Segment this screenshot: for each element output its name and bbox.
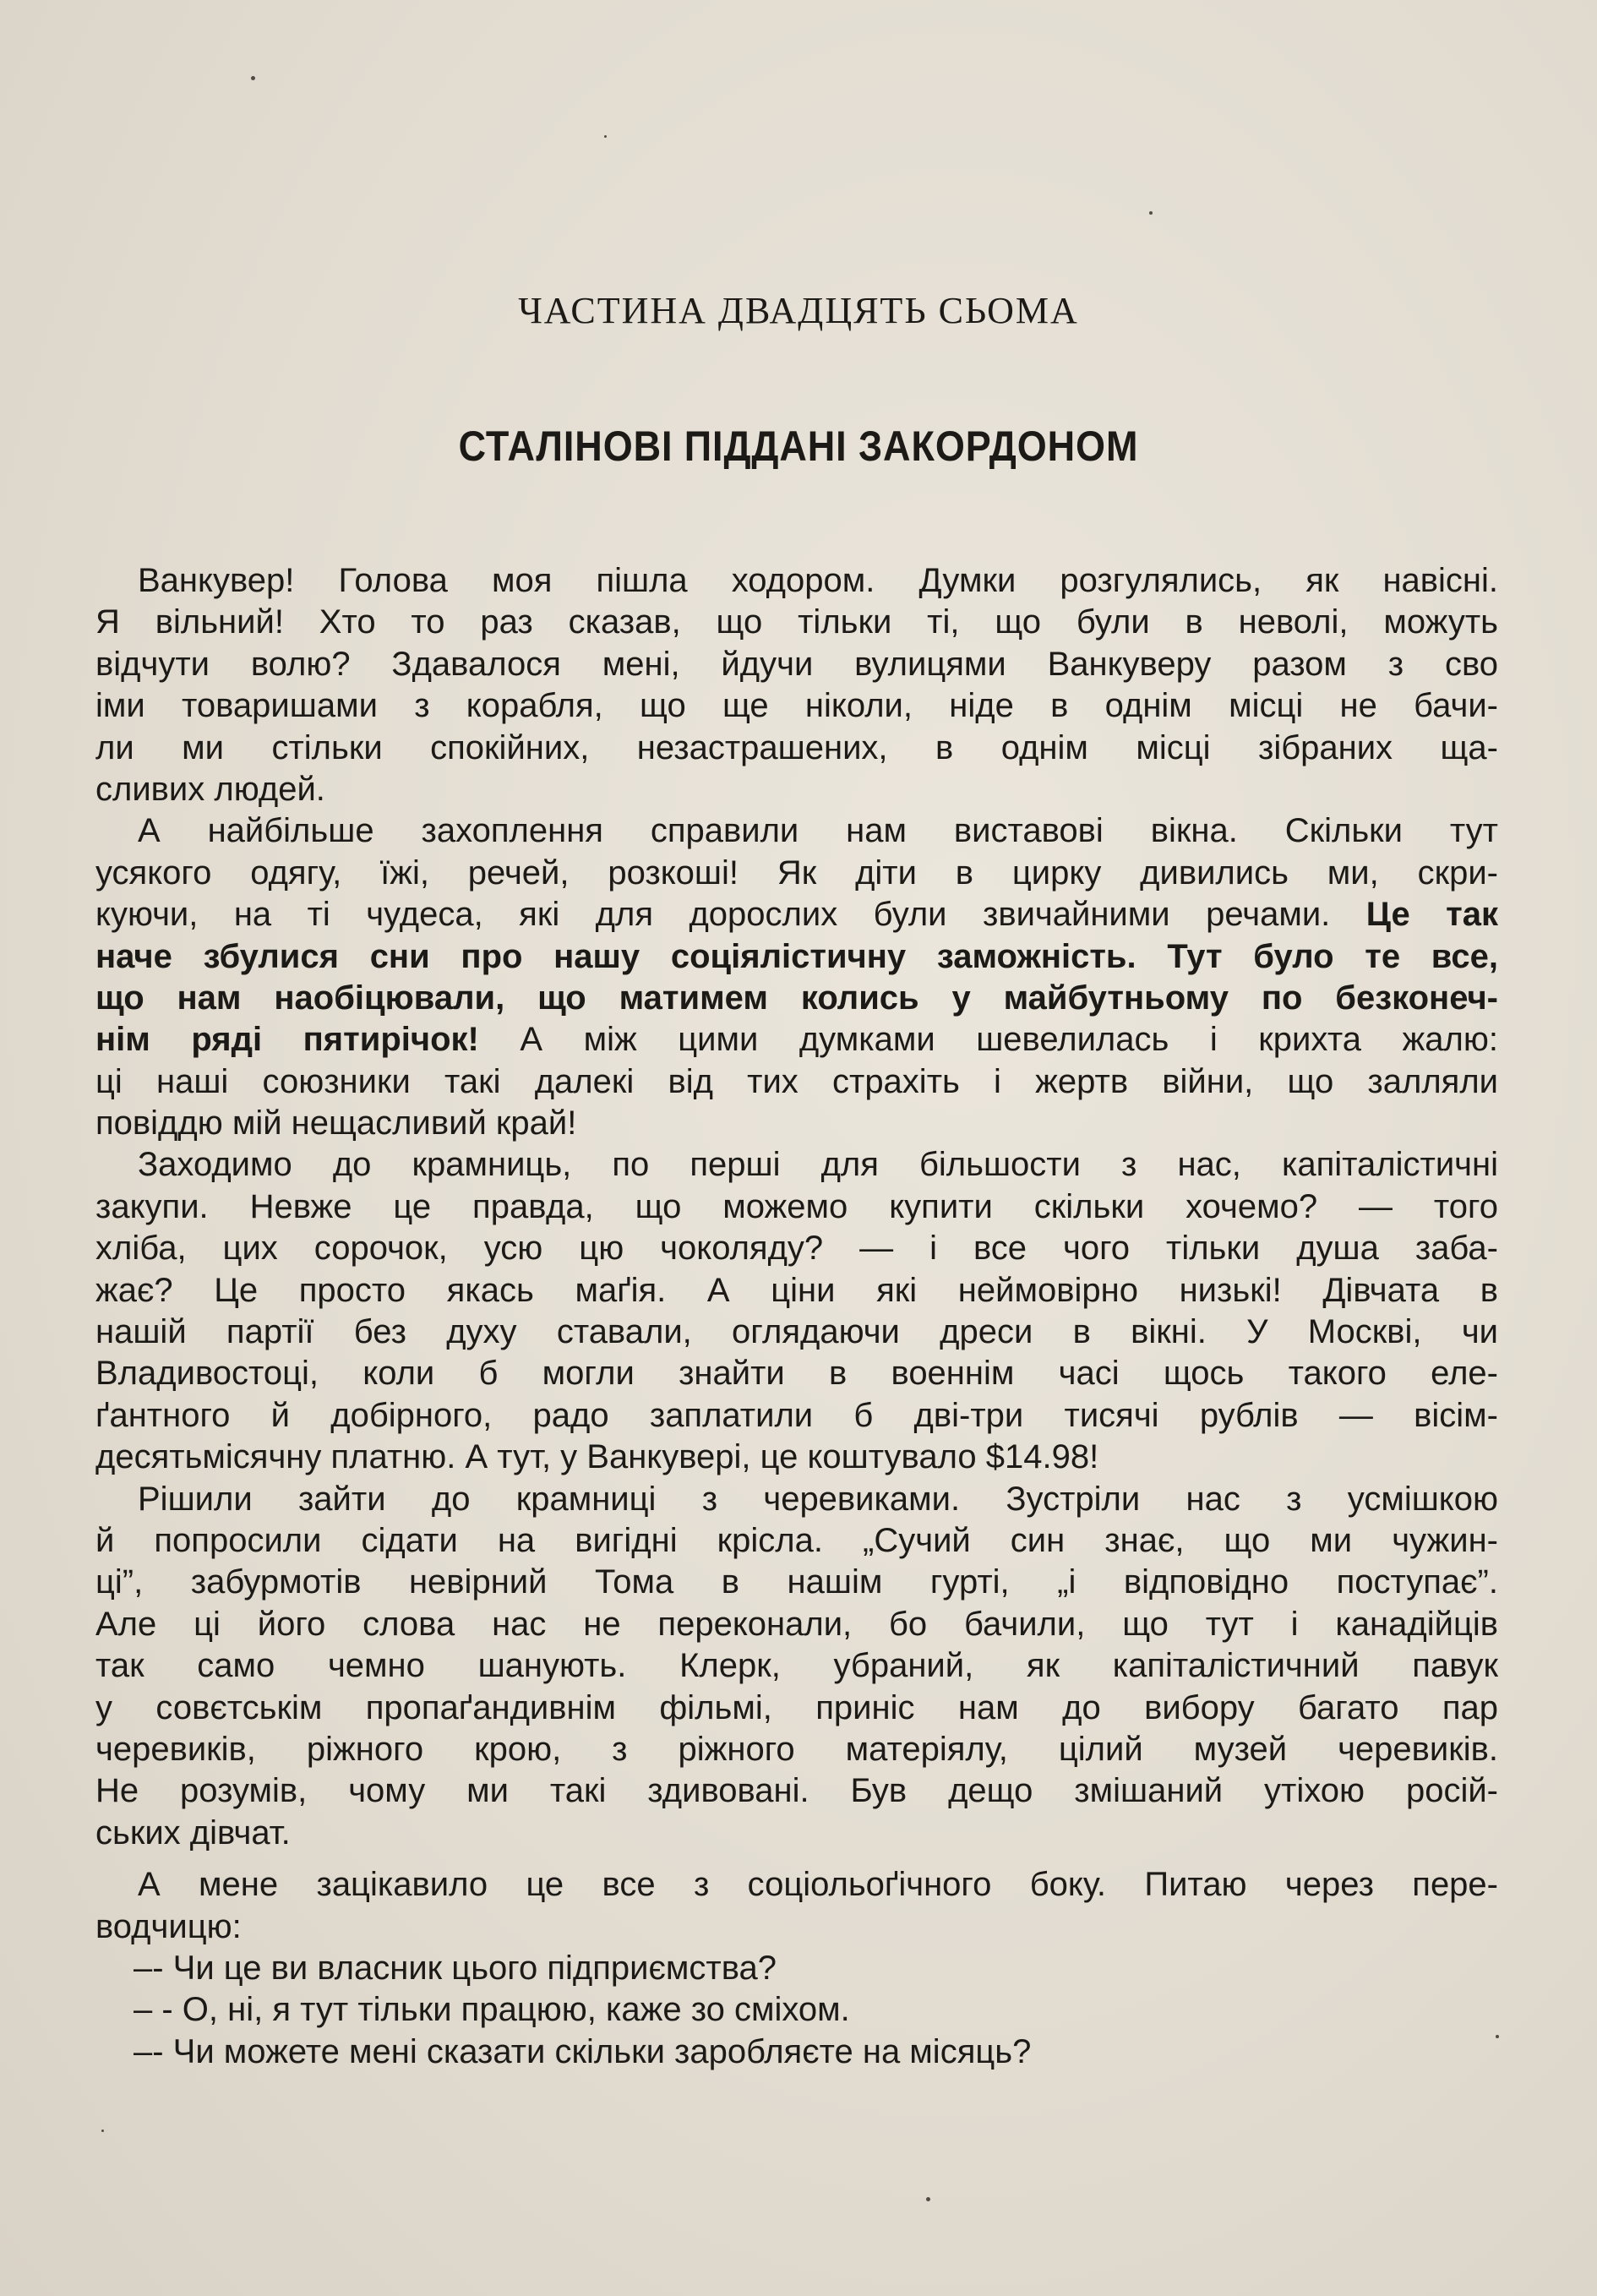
text-line: черевиків, ріжного крою, з ріжного матеріялу, цілий музей черевиків.	[95, 1730, 1498, 1768]
chapter-title: СТАЛІНОВІ ПІДДАНІ ЗАКОРДОНОМ	[458, 423, 1139, 470]
ink-speck	[251, 76, 255, 80]
text-line: ських дівчат.	[95, 1813, 291, 1852]
dialogue	[95, 1948, 1498, 2073]
ink-speck	[1149, 211, 1153, 215]
ink-speck	[604, 135, 607, 138]
text-line: іми товаришами з корабля, що ще ніколи, ніде в однім місці не бачи-	[95, 687, 1498, 725]
text-line: ці наші союзники такі далекі від тих страхіть і жертв війни, що залляли	[95, 1062, 1498, 1100]
paragraph	[95, 810, 1498, 1144]
bold-text: Це так	[1365, 896, 1498, 934]
text-line: жає? Це просто якась маґія. А ціни які неймовірно низькі! Дівчата в	[95, 1271, 1498, 1309]
text-run: куючи, на ті чудеса, які для дорослих були звичайними речами.	[95, 896, 1331, 934]
bold-text: наче збулися сни про нашу соціялістичну заможність. Тут було те все,	[95, 937, 1498, 975]
text-line: Я вільний! Хто то раз сказав, що тільки ті, що були в неволі, можуть	[95, 603, 1498, 641]
text-line	[95, 978, 1498, 1019]
text-line: нашій партії без духу ставали, оглядаючи дреси в вікні. У Москві, чи	[95, 1313, 1498, 1351]
text-line: ці”, забурмотів невірний Тома в нашім гурті, „і відповідно поступає”.	[95, 1563, 1498, 1601]
text-line	[95, 936, 1498, 978]
text-line: водчицю:	[95, 1907, 242, 1945]
paragraph	[95, 560, 1498, 810]
text-line: відчути волю? Здавалося мені, йдучи вулицями Ванкуверу разом з сво	[95, 645, 1498, 683]
text-line: ґантного й добірного, радо заплатили б дві-три тисячі рублів — вісім-	[95, 1396, 1498, 1434]
ink-speck	[926, 2197, 930, 2201]
text-line: Ванкувер! Голова моя пішла ходором. Думки розгулялись, як навісні.	[138, 562, 1498, 599]
dialogue-line: –- Чи можете мені сказати скільки заробляєте на місяць?	[134, 2032, 1032, 2070]
text-line: Але ці його слова нас не переконали, бо бачили, що тут і канадійців	[95, 1605, 1498, 1643]
text-line: й попросили сідати на вигідні крісла. „Сучий син знає, що ми чужин-	[95, 1521, 1498, 1559]
text-line: сливих людей.	[95, 770, 325, 808]
dialogue-line: –- Чи це ви власник цього підприємства?	[134, 1949, 777, 1987]
text-line: повіддю мій нещасливий край!	[95, 1104, 577, 1143]
paragraph	[95, 1479, 1498, 1855]
paragraph	[95, 1864, 1498, 1948]
part-title: ЧАСТИНА ДВАДЦЯТЬ СЬОМА	[518, 290, 1079, 331]
text-line: так само чемно шанують. Клерк, убраний, як капіталістичний павук	[95, 1647, 1498, 1685]
bold-text: що нам наобіцювали, що матимем колись у майбутньому по безконеч-	[95, 979, 1498, 1017]
dialogue-line: – - О, ні, я тут тільки працюю, каже зо сміхом.	[134, 1991, 850, 2029]
text-line	[95, 1019, 1498, 1061]
text-line: А мене зацікавило це все з соціольоґічного боку. Питаю через пере-	[138, 1866, 1498, 1904]
text-line: усякого одягу, їжі, речей, розкоші! Як діти в цирку дивились ми, скри-	[95, 854, 1498, 892]
body-text	[95, 560, 1498, 2073]
bold-text: нім ряді пятирічок!	[95, 1021, 479, 1059]
text-line: Не розумів, чому ми такі здивовані. Був дещо змішаний утіхою росій-	[95, 1772, 1498, 1810]
text-run: А між цими думками шевелилась і крихта жалю:	[520, 1021, 1498, 1059]
text-line: десятьмісячну платню. А тут, у Ванкувері, це коштувало $14.98!	[95, 1438, 1099, 1476]
text-line: Рішили зайти до крамниці з черевиками. Зустріли нас з усмішкою	[138, 1480, 1498, 1518]
ink-speck	[101, 2130, 104, 2132]
text-line	[95, 894, 1498, 935]
text-line: Владивостоці, коли б могли знайти в военнім часі щось такого еле-	[95, 1355, 1498, 1393]
text-line: Заходимо до крамниць, по перші для більшости з нас, капіталістичні	[138, 1146, 1498, 1184]
text-line: А найбільше захоплення справили нам виставові вікна. Скільки тут	[138, 812, 1498, 850]
text-line: ли ми стільки спокійних, незастрашених, в однім місці зібраних ща-	[95, 728, 1498, 766]
paragraph-gap	[95, 1854, 1498, 1864]
text-line: закупи. Невже це правда, що можемо купити скільки хочемо? — того	[95, 1187, 1498, 1225]
paragraph	[95, 1144, 1498, 1478]
text-line: у совєтськім пропаґандивнім фільмі, приніс нам до вибору багато пар	[95, 1688, 1498, 1726]
text-line: хліба, цих сорочок, усю цю чоколяду? — і все чого тільки душа заба-	[95, 1230, 1498, 1268]
